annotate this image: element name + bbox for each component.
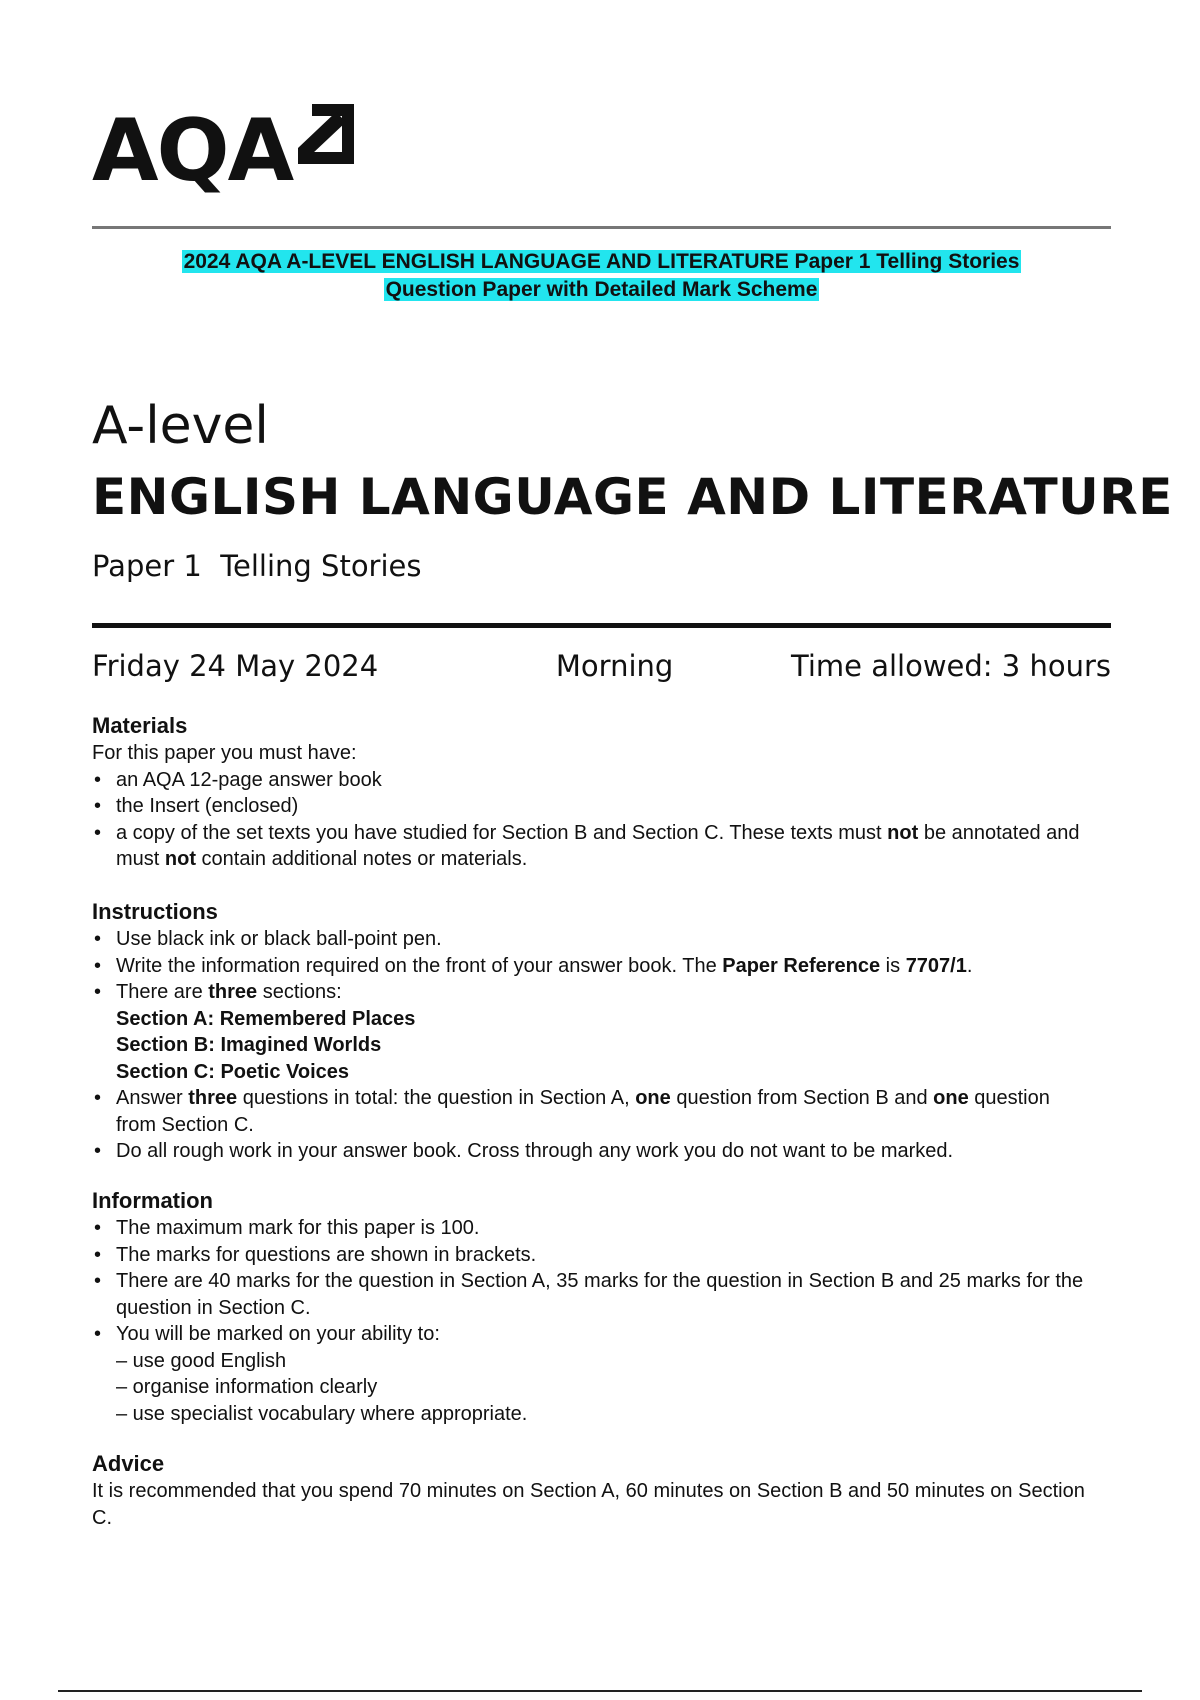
aqa-logo-text: AQA — [92, 101, 293, 201]
sections-list — [116, 1006, 1092, 1086]
list-item: • There are three sections: Section A: Remembered Places Section B: Imagined Worlds Section C: Poetic Voices — [92, 979, 1092, 1085]
section-a-label: Section A: Remembered Places — [116, 1007, 416, 1030]
ability-sub-list — [92, 1348, 1092, 1428]
instructions-heading: Instructions — [92, 899, 218, 924]
list-item: • The marks for questions are shown in brackets. — [92, 1242, 1092, 1269]
exam-date: Friday 24 May 2024 — [92, 649, 379, 683]
materials-heading: Materials — [92, 713, 188, 738]
advice-section — [92, 1450, 1092, 1531]
materials-section — [92, 712, 1092, 873]
list-item: • Write the information required on the front of your answer book. The Paper Reference is 7707/1. — [92, 953, 1092, 980]
banner-line-1: 2024 AQA A-LEVEL ENGLISH LANGUAGE AND LITERATURE Paper 1 Telling Stories — [183, 250, 1020, 273]
footer-divider — [58, 1690, 1142, 1692]
information-section — [92, 1187, 1092, 1427]
aqa-tick-icon — [298, 104, 354, 164]
title-banner — [92, 248, 1111, 304]
list-item: • You will be marked on your ability to: — [92, 1321, 1092, 1348]
exam-session: Morning — [555, 649, 674, 683]
exam-date-row — [92, 649, 1111, 683]
header-divider — [92, 226, 1111, 229]
list-item: • Use black ink or black ball-point pen. — [92, 926, 1092, 953]
advice-heading: Advice — [92, 1451, 165, 1476]
sub-list-item: – organise information clearly — [116, 1376, 378, 1398]
subject-title: ENGLISH LANGUAGE AND LITERATURE — [92, 468, 1173, 526]
section-b-label: Section B: Imagined Worlds — [116, 1034, 382, 1056]
list-item: • a copy of the set texts you have studied for Section B and Section C. These texts must not be annotated and must not contain additional notes or materials. — [92, 820, 1092, 873]
information-list — [92, 1215, 1092, 1348]
information-heading: Information — [92, 1188, 213, 1213]
aqa-logo — [92, 101, 354, 201]
instructions-section — [92, 898, 1092, 1165]
sub-list-item: – use good English — [116, 1349, 287, 1372]
paper-title: Paper 1 Telling Stories — [92, 549, 422, 583]
instructions-list — [92, 926, 1092, 1165]
section-c-label: Section C: Poetic Voices — [116, 1060, 350, 1083]
banner-line-2: Question Paper with Detailed Mark Scheme — [385, 278, 818, 301]
list-item: • an AQA 12-page answer book — [92, 767, 1092, 794]
sub-list-item: – use specialist vocabulary where appropriate. — [116, 1402, 528, 1425]
materials-list — [92, 767, 1092, 873]
list-item: • the Insert (enclosed) — [92, 793, 1092, 820]
list-item: • Answer three questions in total: the question in Section A, one question from Section B and one question from Section C. — [92, 1085, 1092, 1138]
qualification-level: A-level — [92, 396, 269, 456]
time-allowed: Time allowed: 3 hours — [791, 649, 1111, 683]
advice-text: It is recommended that you spend 70 minutes on Section A, 60 minutes on Section B and 50 minutes on Section C. — [92, 1480, 1085, 1529]
list-item: • The maximum mark for this paper is 100. — [92, 1215, 1092, 1242]
list-item: • Do all rough work in your answer book. Cross through any work you do not want to be marked. — [92, 1138, 1092, 1165]
materials-intro: For this paper you must have: — [92, 742, 357, 764]
list-item: • There are 40 marks for the question in Section A, 35 marks for the question in Section B and 25 marks for the question in Section C. — [92, 1268, 1092, 1321]
title-divider — [92, 623, 1111, 628]
